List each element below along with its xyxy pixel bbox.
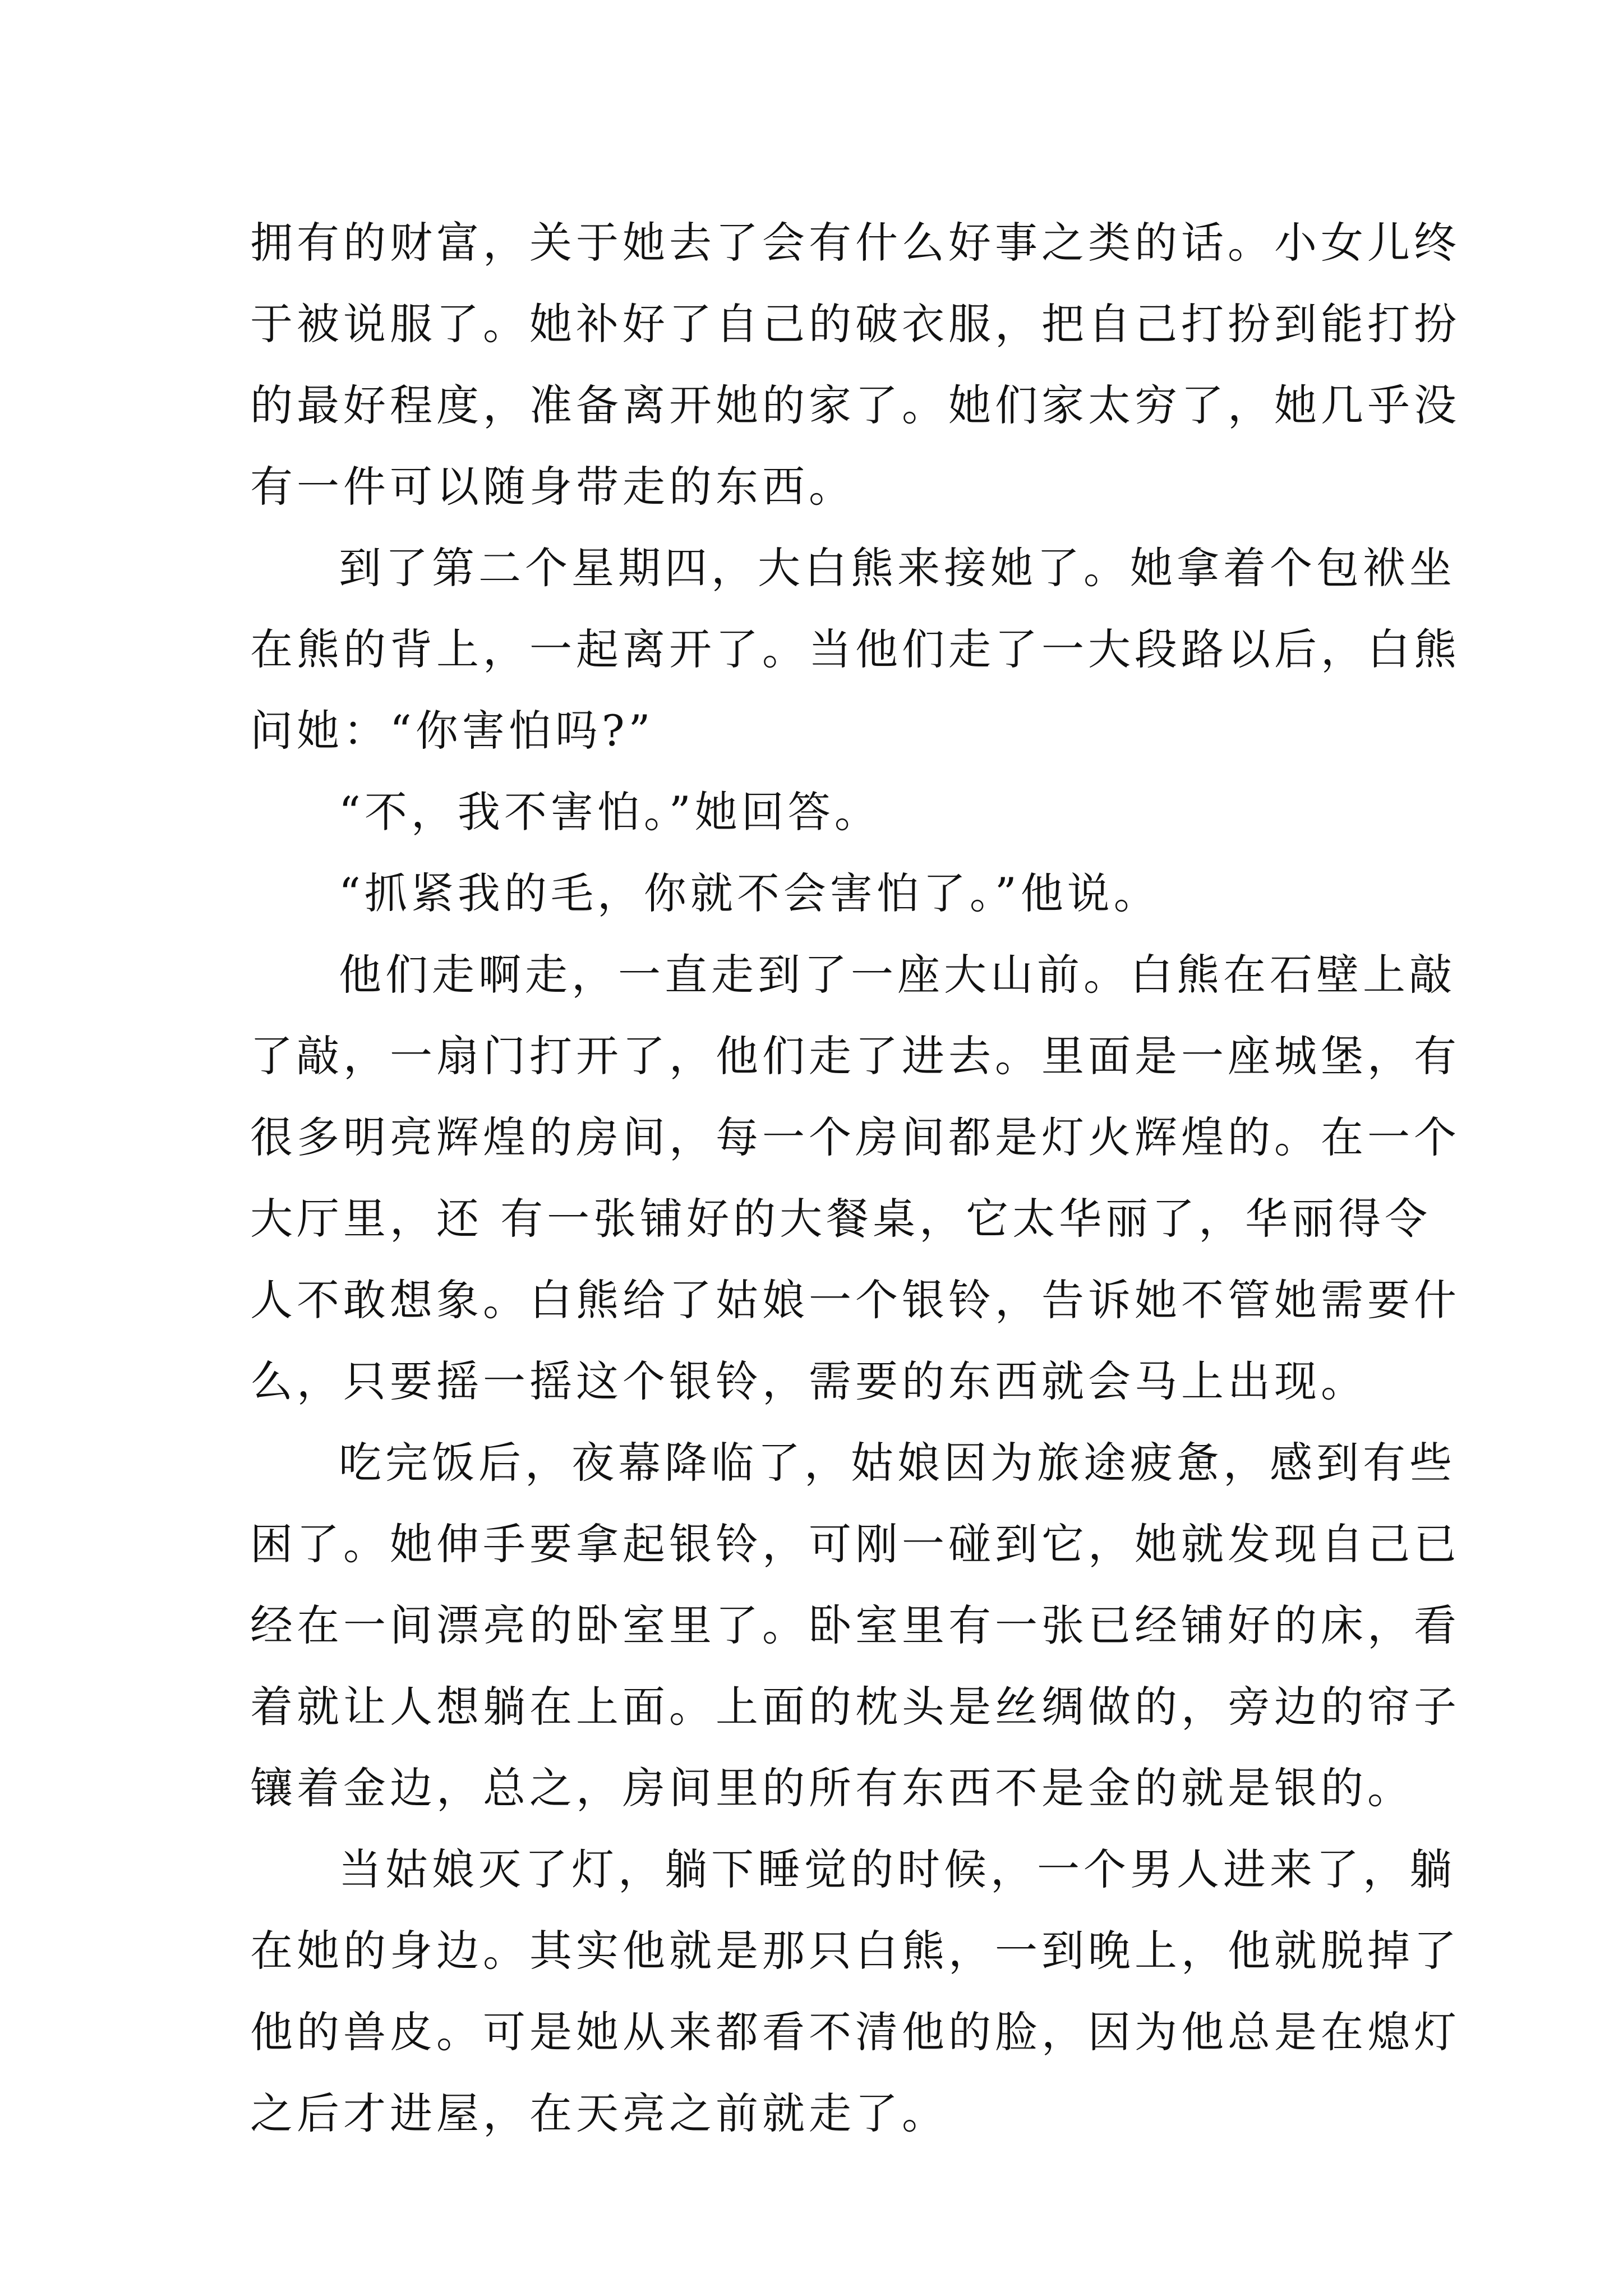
text-line: 了敲，一扇门打开了，他们走了进去。里面是一座城堡，有 [250,1031,1460,1081]
text-line: 镶着金边，总之，房间里的所有东西不是金的就是银的。 [250,1763,1414,1813]
text-line: 于被说服了。她补好了自己的破衣服，把自己打扮到能打扮 [250,299,1460,349]
dialogue-line: “不，我不害怕。”她回答。 [339,787,881,837]
text-line: 的最好程度，准备离开她的家了。她们家太穷了，她几乎没 [250,380,1460,430]
paragraph-first-line: 吃完饭后，夜幕降临了，姑娘因为旅途疲惫，感到有些 [339,1438,1456,1488]
text-line: 在熊的背上，一起离开了。当他们走了一大段路以后，白熊 [250,624,1460,674]
text-line: 么，只要摇一摇这个银铃，需要的东西就会马上出现。 [250,1356,1367,1406]
text-line: 着就让人想躺在上面。上面的枕头是丝绸做的，旁边的帘子 [250,1682,1460,1732]
text-line: 经在一间漂亮的卧室里了。卧室里有一张已经铺好的床，看 [250,1600,1460,1650]
text-line: 有一件可以随身带走的东西。 [250,462,855,512]
text-line: 人不敢想象。白熊给了姑娘一个银铃，告诉她不管她需要什 [250,1275,1460,1325]
text-line: 他的兽皮。可是她从来都看不清他的脸，因为他总是在熄灯 [250,2007,1460,2057]
text-line: 大厅里，还 有一张铺好的大餐桌，它太华丽了，华丽得令 [250,1194,1432,1244]
dialogue-line: “抓紧我的毛，你就不会害怕了。”他说。 [339,868,1160,918]
text-line: 问她：“你害怕吗?” [250,706,654,756]
paragraph-first-line: 到了第二个星期四，大白熊来接她了。她拿着个包袱坐 [339,543,1456,593]
text-line: 之后才进屋，在天亮之前就走了。 [250,2088,948,2138]
text-line: 很多明亮辉煌的房间，每一个房间都是灯火辉煌的。在一个 [250,1112,1460,1162]
paragraph-first-line: 他们走啊走，一直走到了一座大山前。白熊在石壁上敲 [339,950,1456,1000]
paragraph-first-line: 当姑娘灭了灯，躺下睡觉的时候，一个男人进来了，躺 [339,1844,1456,1894]
text-line: 在她的身边。其实他就是那只白熊，一到晚上，他就脱掉了 [250,1926,1460,1976]
text-line: 拥有的财富，关于她去了会有什么好事之类的话。小女儿终 [250,218,1460,268]
text-line: 困了。她伸手要拿起银铃，可刚一碰到它，她就发现自己已 [250,1519,1460,1569]
